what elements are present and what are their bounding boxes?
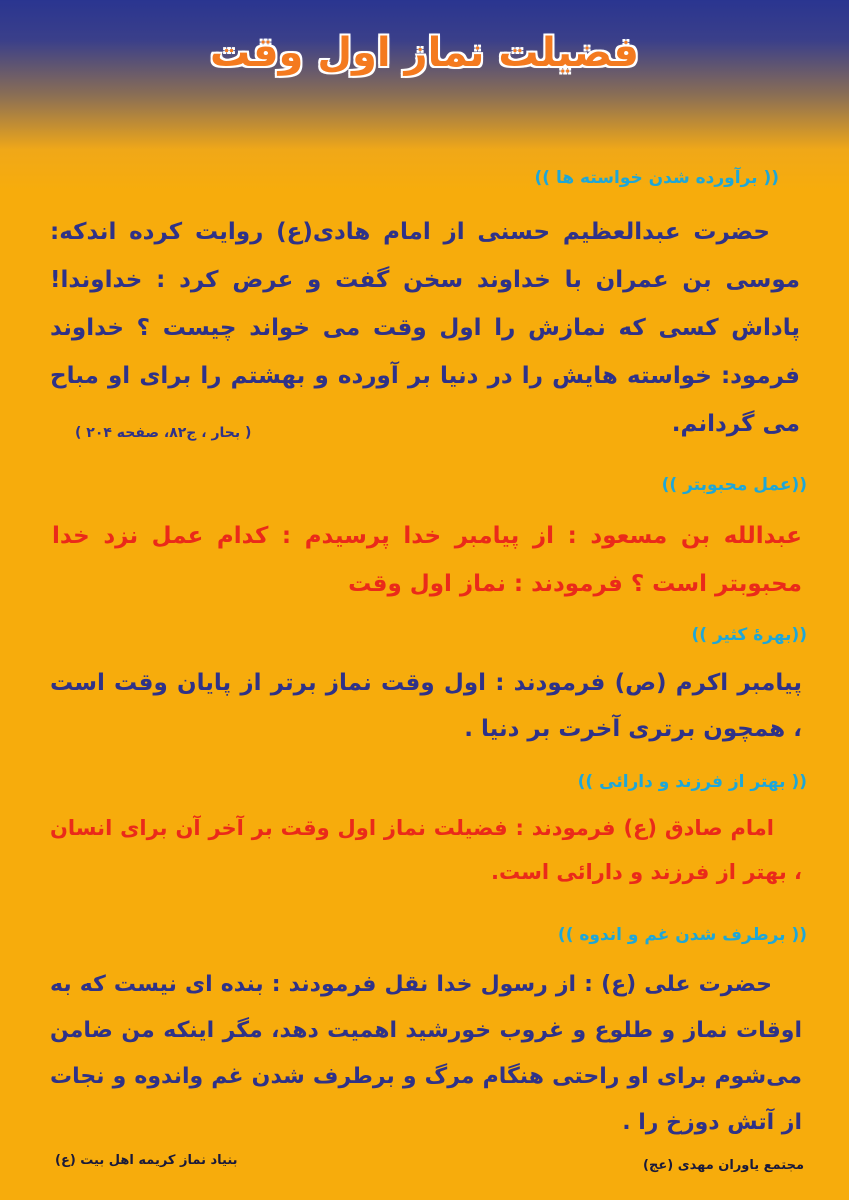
section-text-3: پیامبر اکرم (ص) فرمودند : اول وقت نماز برتر از پایان وقت است ، همچون برتری آخرت بر دنیا .	[50, 670, 802, 742]
section-heading-3: ((بهرهٔ کثیر ))	[691, 625, 807, 645]
section-text-2: عبدالله بن مسعود : از پیامبر خدا پرسیدم : کدام عمل نزد خدا محبوبتر است ؟ فرمودند : نماز اول وقت	[52, 523, 802, 597]
section-text-5: حضرت علی (ع) : از رسول خدا نقل فرمودند : بنده ای نیست که به اوقات نماز و طلوع و غروب خورشید اهمیت دهد، مگر اینکه من ضامن می‌شوم برای او راحتی هنگام مرگ و برطرف شدن غم واندوه و نجات از آتش دوزخ را .	[50, 972, 802, 1135]
section-text-4: امام صادق (ع) فرمودند : فضیلت نماز اول وقت بر آخر آن برای انسان ، بهتر از فرزند و دارائی است.	[50, 816, 802, 884]
section-heading-4: (( بهتر از فرزند و دارائی ))	[577, 772, 807, 792]
page-title: فضیلت نماز اول وقت	[210, 30, 639, 76]
footer-organization-left: بنیاد نماز کریمه اهل بیت (ع)	[55, 1153, 238, 1168]
section-heading-5: (( برطرف شدن غم و اندوه ))	[557, 925, 807, 945]
section-heading-2: ((عمل محبوبتر ))	[661, 475, 807, 495]
footer-organization-right: مجتمع یاوران مهدی (عج)	[643, 1158, 804, 1173]
section-text-1: حضرت عبدالعظیم حسنی از امام هادی(ع) روایت کرده اندکه: موسی بن عمران با خداوند سخن گفت و عرض کرد : خداوندا! پاداش کسی که نمازش را اول وقت می خواند چیست ؟ خداوند فرمود: خواسته هایش را در دنیا بر آورده و بهشتم را برای او مباح می گردانم.	[50, 219, 800, 437]
citation-1: ( بحار ، ج۸۲، صفحه ۲۰۴ )	[75, 425, 252, 441]
section-heading-1: (( برآورده شدن خواسته ها ))	[534, 168, 779, 188]
